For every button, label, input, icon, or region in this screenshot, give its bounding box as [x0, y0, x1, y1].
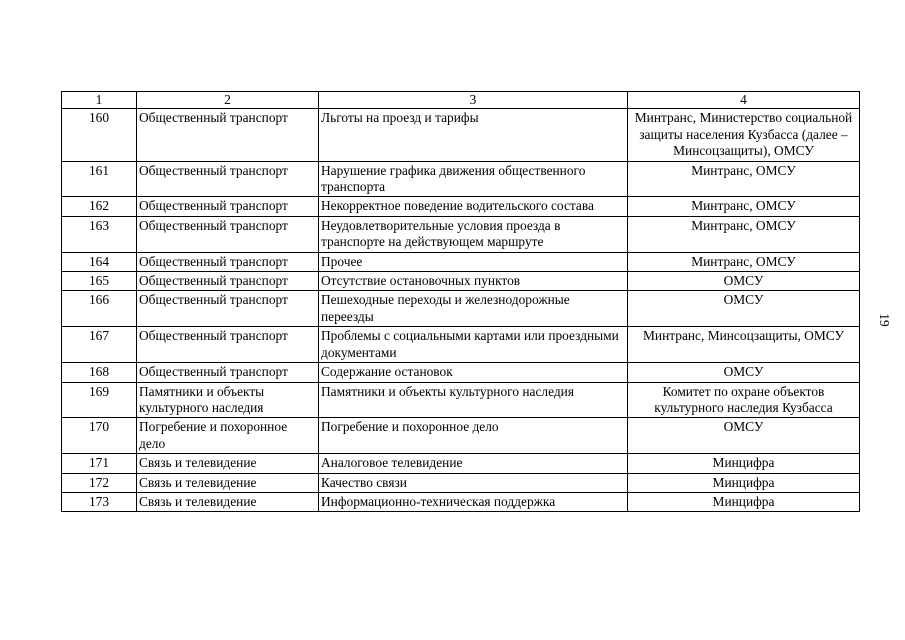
responsible-cell: Минтранс, Минсоцзащиты, ОМСУ	[628, 327, 860, 363]
responsible-cell: ОМСУ	[628, 291, 860, 327]
responsible-cell: Минтранс, ОМСУ	[628, 161, 860, 197]
category-cell: Общественный транспорт	[137, 327, 319, 363]
row-number-cell: 170	[62, 418, 137, 454]
table-row	[62, 291, 860, 327]
document-table	[61, 91, 860, 512]
responsible-cell: Минцифра	[628, 492, 860, 511]
subject-cell: Отсутствие остановочных пунктов	[319, 272, 628, 291]
table-row	[62, 492, 860, 511]
category-cell: Погребение и похоронное дело	[137, 418, 319, 454]
category-cell: Общественный транспорт	[137, 216, 319, 252]
row-number-cell: 172	[62, 473, 137, 492]
row-number-cell: 168	[62, 363, 137, 382]
category-cell: Общественный транспорт	[137, 272, 319, 291]
table-row	[62, 382, 860, 418]
row-number-cell: 163	[62, 216, 137, 252]
category-cell: Общественный транспорт	[137, 252, 319, 271]
category-cell: Общественный транспорт	[137, 197, 319, 216]
row-number-cell: 166	[62, 291, 137, 327]
table-row	[62, 216, 860, 252]
subject-cell: Проблемы с социальными картами или проездными документами	[319, 327, 628, 363]
subject-cell: Некорректное поведение водительского состава	[319, 197, 628, 216]
table-row	[62, 418, 860, 454]
row-number-cell: 161	[62, 161, 137, 197]
row-number-cell: 165	[62, 272, 137, 291]
row-number-cell: 167	[62, 327, 137, 363]
table-row	[62, 454, 860, 473]
page-number: 19	[877, 313, 892, 327]
header-cell-3: 3	[319, 92, 628, 109]
subject-cell: Информационно-техническая поддержка	[319, 492, 628, 511]
category-cell: Общественный транспорт	[137, 161, 319, 197]
subject-cell: Пешеходные переходы и железнодорожные переезды	[319, 291, 628, 327]
table-row	[62, 161, 860, 197]
responsible-cell: Минтранс, Министерство социальной защиты населения Кузбасса (далее – Минсоцзащиты), ОМСУ	[628, 109, 860, 161]
subject-cell: Аналоговое телевидение	[319, 454, 628, 473]
table-header-row	[62, 92, 860, 109]
subject-cell: Качество связи	[319, 473, 628, 492]
subject-cell: Неудовлетворительные условия проезда в транспорте на действующем маршруте	[319, 216, 628, 252]
responsible-cell: Минцифра	[628, 473, 860, 492]
subject-cell: Льготы на проезд и тарифы	[319, 109, 628, 161]
category-cell: Связь и телевидение	[137, 492, 319, 511]
subject-cell: Нарушение графика движения общественного транспорта	[319, 161, 628, 197]
table-row	[62, 197, 860, 216]
table-row	[62, 272, 860, 291]
category-cell: Связь и телевидение	[137, 454, 319, 473]
responsible-cell: Минтранс, ОМСУ	[628, 197, 860, 216]
table-row	[62, 109, 860, 161]
row-number-cell: 160	[62, 109, 137, 161]
category-cell: Связь и телевидение	[137, 473, 319, 492]
table-row	[62, 252, 860, 271]
table-row	[62, 363, 860, 382]
row-number-cell: 164	[62, 252, 137, 271]
row-number-cell: 171	[62, 454, 137, 473]
table-row	[62, 473, 860, 492]
header-cell-2: 2	[137, 92, 319, 109]
row-number-cell: 173	[62, 492, 137, 511]
subject-cell: Содержание остановок	[319, 363, 628, 382]
responsible-cell: ОМСУ	[628, 272, 860, 291]
subject-cell: Погребение и похоронное дело	[319, 418, 628, 454]
category-cell: Общественный транспорт	[137, 109, 319, 161]
responsible-cell: Минцифра	[628, 454, 860, 473]
row-number-cell: 169	[62, 382, 137, 418]
category-cell: Общественный транспорт	[137, 363, 319, 382]
responsible-cell: ОМСУ	[628, 418, 860, 454]
category-cell: Общественный транспорт	[137, 291, 319, 327]
responsible-cell: Минтранс, ОМСУ	[628, 252, 860, 271]
responsible-cell: Комитет по охране объектов культурного наследия Кузбасса	[628, 382, 860, 418]
category-cell: Памятники и объекты культурного наследия	[137, 382, 319, 418]
table-row	[62, 327, 860, 363]
row-number-cell: 162	[62, 197, 137, 216]
header-cell-4: 4	[628, 92, 860, 109]
responsible-cell: Минтранс, ОМСУ	[628, 216, 860, 252]
header-cell-1: 1	[62, 92, 137, 109]
subject-cell: Памятники и объекты культурного наследия	[319, 382, 628, 418]
subject-cell: Прочее	[319, 252, 628, 271]
responsible-cell: ОМСУ	[628, 363, 860, 382]
